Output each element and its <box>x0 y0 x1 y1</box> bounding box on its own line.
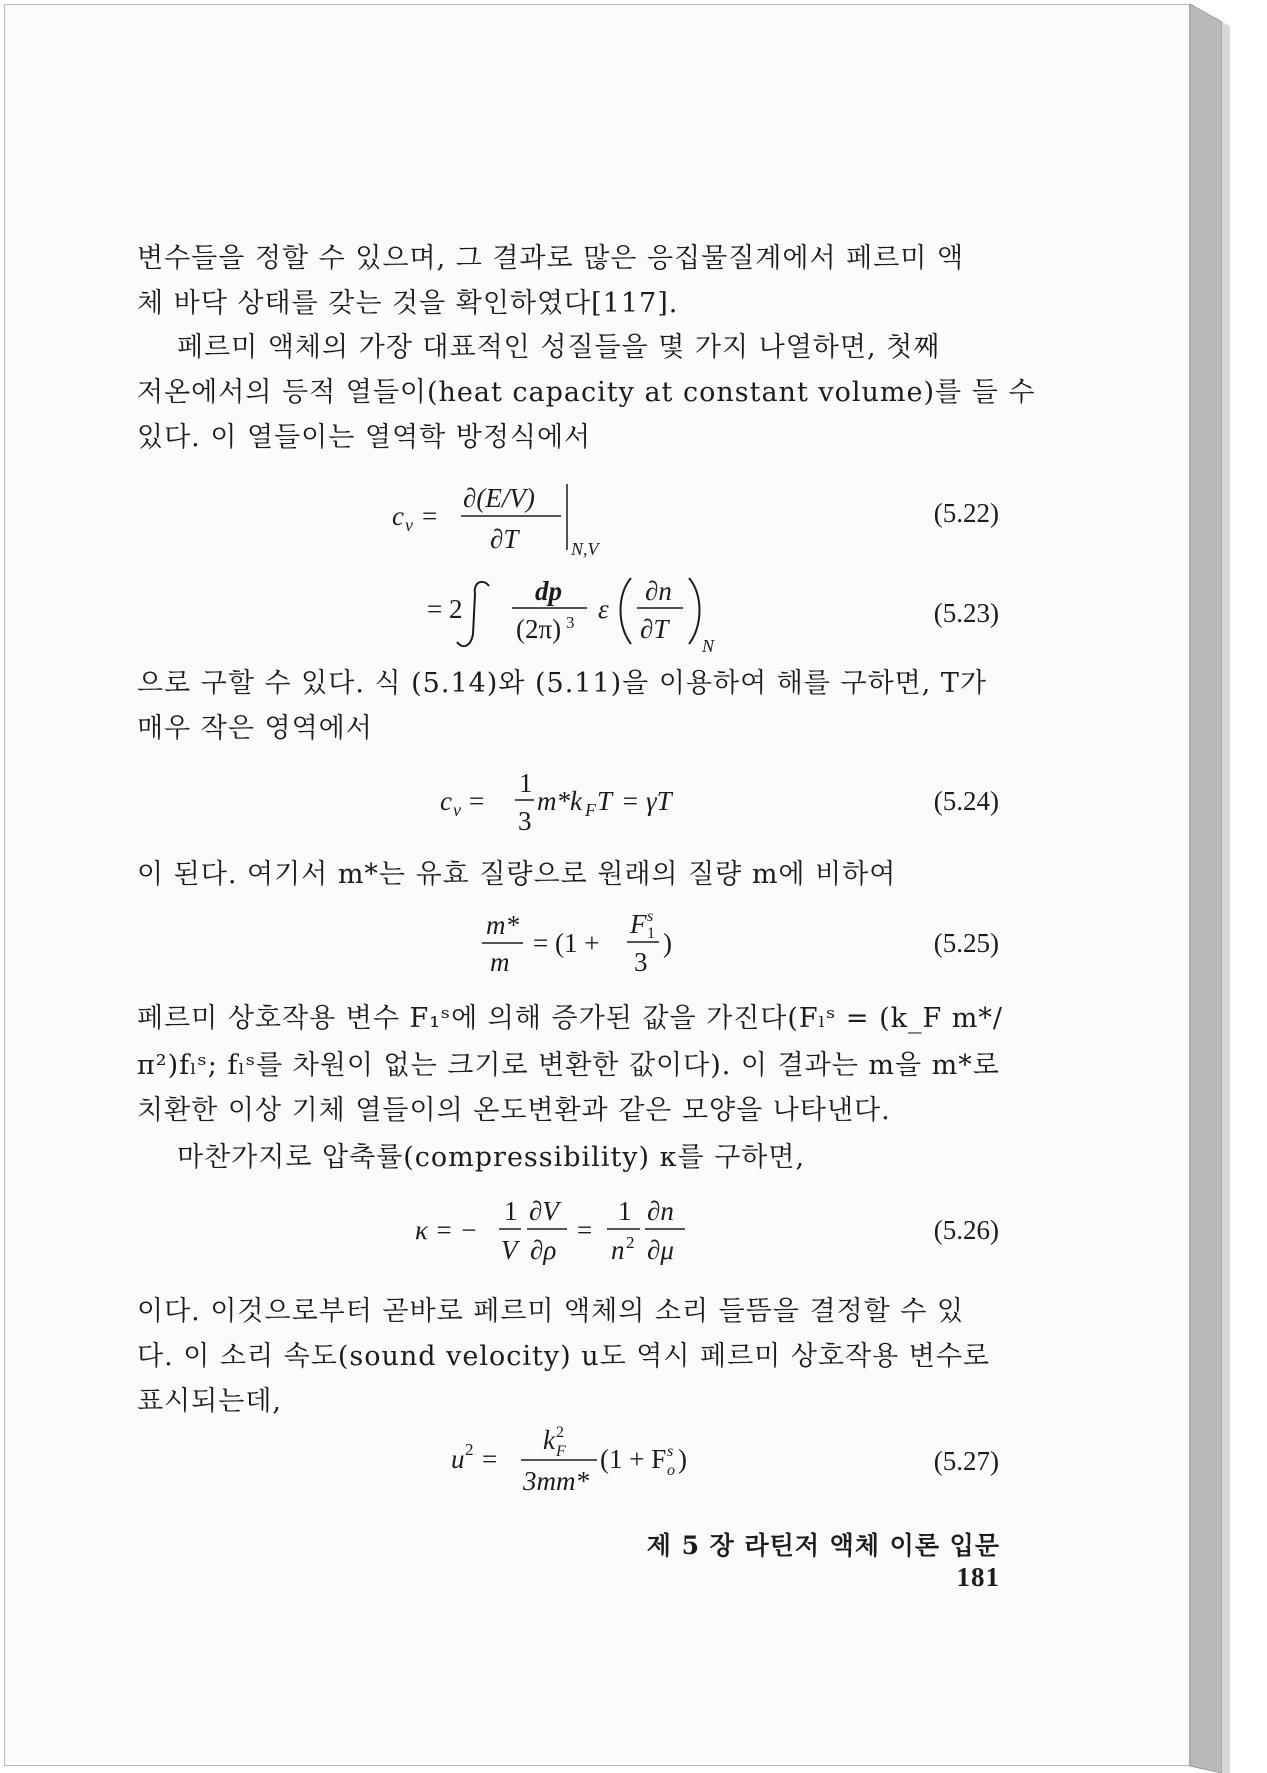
equation-5-26 <box>137 1193 999 1273</box>
text-line: 이다. 이것으로부터 곧바로 페르미 액체의 소리 들뜸을 결정할 수 있 <box>137 1296 965 1327</box>
equation-number: (5.25) <box>933 928 999 958</box>
svg-text:3mm*: 3mm* <box>523 1466 589 1496</box>
svg-text:v: v <box>453 800 461 820</box>
text-line: 으로 구할 수 있다. 식 (5.14)와 (5.11)을 이용하여 해를 구하면, T가 <box>137 668 988 699</box>
svg-text:N: N <box>702 636 715 656</box>
svg-text:∂ρ: ∂ρ <box>530 1235 557 1265</box>
equation-number: (5.24) <box>933 786 999 816</box>
svg-text:∂μ: ∂μ <box>647 1235 674 1265</box>
svg-text:c: c <box>392 501 404 531</box>
equation-5-25 <box>137 905 999 985</box>
equation-5-25-graphic <box>137 905 999 985</box>
svg-text:2: 2 <box>556 1424 564 1441</box>
svg-text:o: o <box>667 1462 675 1479</box>
svg-text:= (1 +: = (1 + <box>533 928 600 958</box>
svg-text:(2π): (2π) <box>516 614 562 644</box>
svg-text:k: k <box>543 1425 555 1455</box>
svg-text:m*: m* <box>486 910 519 940</box>
equation-5-22-graphic <box>137 478 999 558</box>
text-line: 페르미 액체의 가장 대표적인 성질들을 몇 가지 나열하면, 첫째 <box>177 332 941 363</box>
svg-text:m*k: m*k <box>537 786 582 816</box>
svg-text:∂V: ∂V <box>529 1196 559 1226</box>
svg-text:V: V <box>501 1235 518 1265</box>
equation-5-24-graphic <box>137 764 999 844</box>
svg-text:dp: dp <box>535 576 562 606</box>
svg-text:F: F <box>630 909 647 939</box>
svg-text:s: s <box>647 908 654 925</box>
equation-5-22 <box>137 478 999 558</box>
svg-text:=: = <box>469 786 485 816</box>
svg-text:N,V: N,V <box>571 539 599 558</box>
svg-text:m: m <box>490 947 510 977</box>
equation-number: (5.26) <box>933 1215 999 1245</box>
svg-text:s: s <box>667 1443 674 1460</box>
svg-text:ε: ε <box>598 594 609 624</box>
svg-text:c: c <box>440 786 452 816</box>
page-number: 181 <box>956 1562 1000 1592</box>
svg-text:∂n: ∂n <box>647 1196 674 1226</box>
svg-text:2: 2 <box>626 1233 635 1252</box>
svg-text:=: = <box>577 1215 593 1245</box>
svg-text:F: F <box>556 1443 566 1460</box>
equation-5-23-graphic <box>137 568 999 658</box>
text-line: 표시되는데, <box>137 1386 282 1417</box>
svg-text:1: 1 <box>504 1196 518 1226</box>
svg-text:): ) <box>663 928 672 958</box>
text-line: 매우 작은 영역에서 <box>137 713 373 744</box>
text-line: 변수들을 정할 수 있으며, 그 결과로 많은 응집물질계에서 페르미 액 <box>137 243 965 274</box>
text-line: 이 된다. 여기서 m*는 유효 질량으로 원래의 질량 m에 비하여 <box>137 859 897 890</box>
equation-5-27-graphic <box>137 1413 999 1503</box>
svg-text:): ) <box>678 1444 687 1474</box>
text-line: π²)fₗˢ; fₗˢ를 차원이 없는 크기로 변환한 값이다). 이 결과는 m을 m*로 <box>137 1050 1000 1081</box>
equation-number: (5.27) <box>933 1446 999 1476</box>
equation-number: (5.22) <box>933 498 999 528</box>
svg-text:2: 2 <box>465 1440 474 1459</box>
text-line: 페르미 상호작용 변수 F₁ˢ에 의해 증가된 값을 가진다(Fₗˢ = (k_F m*/ <box>137 1003 1003 1034</box>
svg-text:F: F <box>585 800 596 820</box>
svg-text:=: = <box>482 1444 498 1474</box>
svg-text:=: = <box>422 501 438 531</box>
text-line: 체 바닥 상태를 갖는 것을 확인하였다[117]. <box>137 288 679 319</box>
svg-text:∂T: ∂T <box>490 524 519 554</box>
svg-text:3: 3 <box>566 613 575 632</box>
equation-5-23 <box>137 568 999 658</box>
svg-text:∂n: ∂n <box>645 576 672 606</box>
svg-text:T: T <box>597 786 613 816</box>
svg-text:3: 3 <box>518 806 532 836</box>
svg-text:= 2: = 2 <box>427 594 463 624</box>
equation-number: (5.23) <box>933 598 999 628</box>
svg-text:v: v <box>405 515 413 535</box>
text-line: 치환한 이상 기체 열들이의 온도변환과 같은 모양을 나타낸다. <box>137 1095 891 1126</box>
svg-text:1: 1 <box>519 768 533 798</box>
equation-5-26-graphic <box>137 1193 999 1273</box>
text-line: 다. 이 소리 속도(sound velocity) u도 역시 페르미 상호작용 변수로 <box>137 1341 990 1372</box>
svg-text:(1 + F: (1 + F <box>600 1444 667 1474</box>
page-footer <box>590 1526 1000 1593</box>
text-line: 저온에서의 등적 열들이(heat capacity at constant volume)를 들 수 <box>137 377 1036 408</box>
svg-text:3: 3 <box>634 947 648 977</box>
svg-text:κ = −: κ = − <box>415 1215 478 1245</box>
text-line: 있다. 이 열들이는 열역학 방정식에서 <box>137 422 592 453</box>
svg-text:n: n <box>611 1235 625 1265</box>
svg-text:u: u <box>451 1444 465 1474</box>
svg-text:∂T: ∂T <box>640 614 669 644</box>
svg-text:∂(E/V): ∂(E/V) <box>463 483 535 513</box>
equation-5-27 <box>137 1413 999 1503</box>
svg-text:= γT: = γT <box>621 786 672 816</box>
text-line: 마찬가지로 압축률(compressibility) κ를 구하면, <box>177 1142 806 1173</box>
chapter-title: 제 5 장 라틴저 액체 이론 입문 <box>646 1531 1000 1560</box>
svg-text:1: 1 <box>647 925 655 942</box>
equation-5-24 <box>137 764 999 844</box>
svg-text:1: 1 <box>618 1196 632 1226</box>
